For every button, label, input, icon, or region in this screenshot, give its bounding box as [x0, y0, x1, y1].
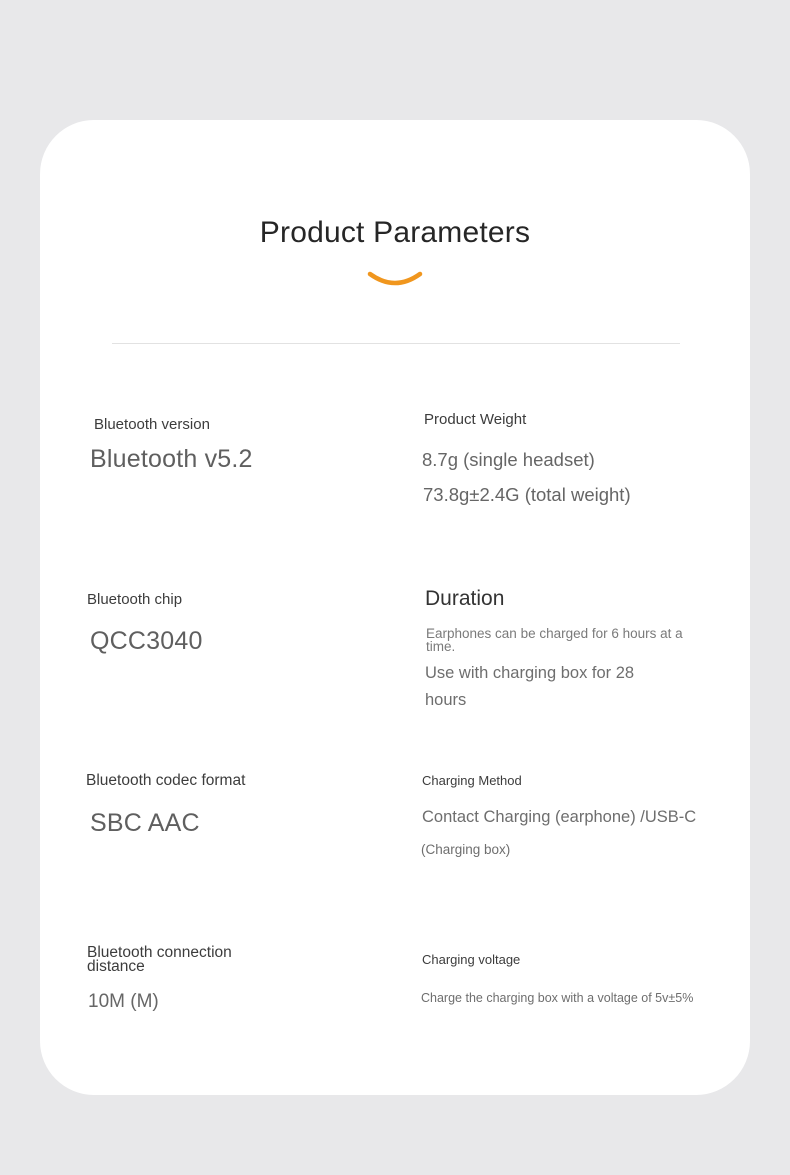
weight-label: Product Weight	[424, 411, 527, 428]
duration-label: Duration	[425, 587, 505, 610]
bt-version-value: Bluetooth v5.2	[90, 445, 253, 473]
codec-label: Bluetooth codec format	[86, 772, 246, 789]
charging-method-label: Charging Method	[422, 773, 522, 788]
parameters-card	[40, 120, 750, 1095]
charging-method-line1: Contact Charging (earphone) /USB-C	[422, 808, 697, 826]
charging-voltage-label: Charging voltage	[422, 952, 521, 967]
bt-version-label: Bluetooth version	[94, 416, 210, 433]
smile-accent-icon	[366, 270, 424, 292]
charging-method-line2: (Charging box)	[421, 842, 511, 857]
duration-line2: Use with charging box for 28 hours	[425, 664, 635, 709]
distance-value: 10M (M)	[88, 991, 159, 1012]
page-title: Product Parameters	[259, 216, 531, 249]
duration-line1: Earphones can be charged for 6 hours at a time.	[426, 626, 683, 654]
weight-single-value: 8.7g (single headset)	[422, 449, 595, 470]
bt-chip-value: QCC3040	[90, 627, 203, 655]
bt-chip-label: Bluetooth chip	[87, 591, 183, 608]
title-divider	[112, 343, 680, 344]
charging-voltage-value: Charge the charging box with a voltage of 5v±5%	[421, 991, 694, 1005]
codec-value: SBC AAC	[90, 809, 200, 837]
weight-total-value: 73.8g±2.4G (total weight)	[423, 484, 631, 505]
distance-label: Bluetooth connection distance	[87, 944, 232, 975]
